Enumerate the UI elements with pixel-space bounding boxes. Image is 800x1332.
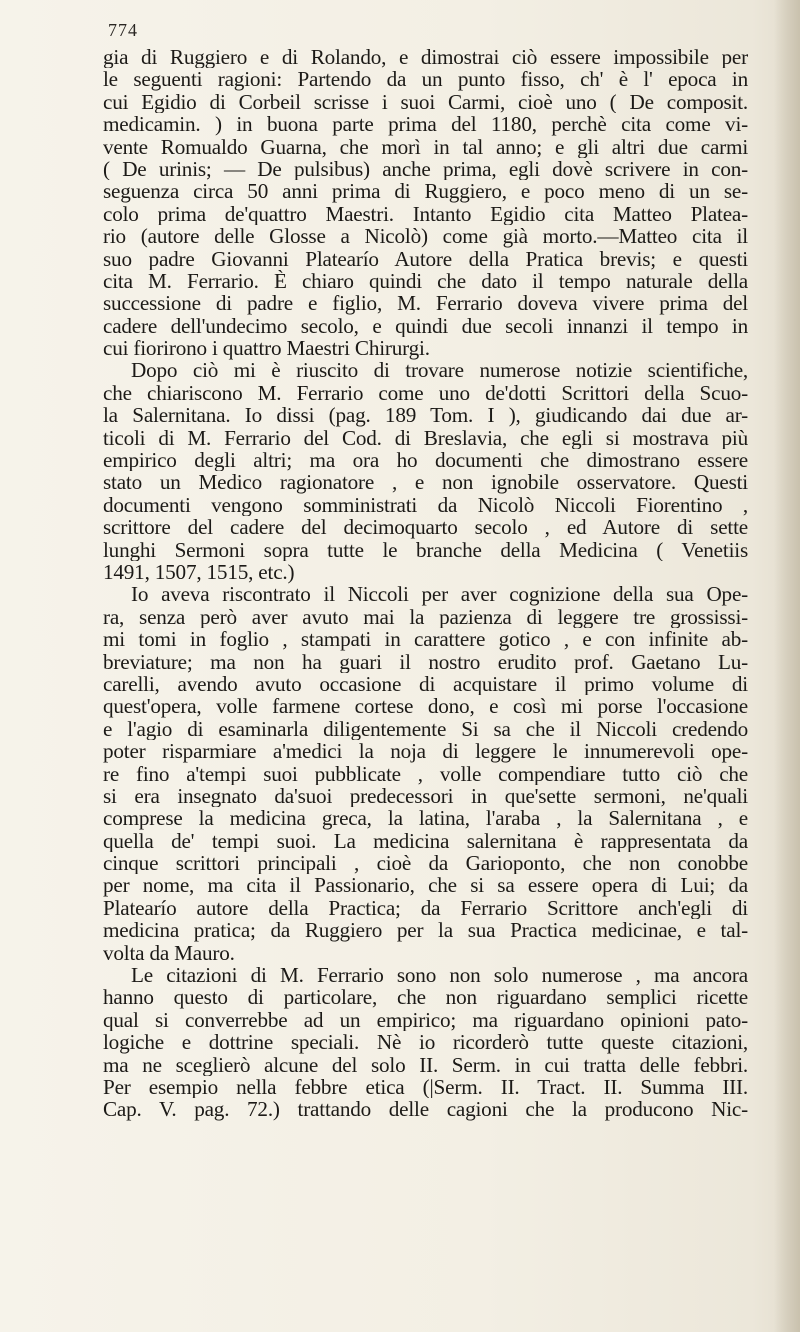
text-line: scrittore del cadere del decimoquarto secolo , ed Autore di sette bbox=[103, 516, 748, 539]
page-edge-shadow bbox=[774, 0, 800, 1332]
text-line: lunghi Sermoni sopra tutte le branche della Medicina ( Venetiis bbox=[103, 538, 748, 561]
text-line: cadere dell'undecimo secolo, e quindi due secoli innanzi il tempo in bbox=[103, 314, 748, 338]
text-line: cui Egidio di Corbeil scrisse i suoi Carmi, cioè uno ( De composit. bbox=[103, 90, 748, 114]
page-number: 774 bbox=[108, 20, 138, 40]
text-line: hanno questo di particolare, che non riguardano semplici ricette bbox=[103, 986, 748, 1009]
text-line: cui fiorirono i quattro Maestri Chirurgi. bbox=[103, 336, 430, 361]
text-line: carelli, avendo avuto occasione di acquistare il primo volume di bbox=[103, 672, 748, 696]
text-line: e l'agio di esaminarla diligentemente Si sa che il Niccoli credendo bbox=[103, 717, 748, 741]
text-line: empirico degli altri; ma ora ho documenti che dimostrano essere bbox=[103, 449, 748, 472]
text-line: quella de' tempi suoi. La medicina salernitana è rappresentata da bbox=[103, 829, 748, 853]
text-line: logiche e dottrine speciali. Nè io ricorderò tutte queste citazioni, bbox=[103, 1031, 748, 1054]
text-line: le seguenti ragioni: Partendo da un punto fisso, ch' è l' epoca in bbox=[103, 68, 748, 91]
text-line: successione di padre e figlio, M. Ferrario doveva vivere prima del bbox=[103, 292, 748, 315]
text-line: comprese la medicina greca, la latina, l'araba , la Salernitana , e bbox=[103, 807, 748, 830]
text-line: ( De urinis; — De pulsibus) anche prima, egli dovè scrivere in con- bbox=[103, 157, 748, 181]
text-line: re fino a'tempi suoi pubblicate , volle compendiare tutto ciò che bbox=[103, 762, 748, 785]
paragraph-start-line: Le citazioni di M. Ferrario sono non solo numerose , ma ancora bbox=[131, 964, 748, 987]
text-line: stato un Medico ragionatore , e non ignobile osservatore. Questi bbox=[103, 471, 748, 494]
text-line: 1491, 1507, 1515, etc.) bbox=[103, 559, 295, 584]
text-line: volta da Mauro. bbox=[103, 940, 235, 965]
text-line: cinque scrittori principali , cioè da Garioponto, che non conobbe bbox=[103, 852, 748, 875]
text-line: la Salernitana. Io dissi (pag. 189 Tom. I ), giudicando dai due ar- bbox=[103, 404, 748, 427]
text-line: medicamin. ) in buona parte prima del 1180, perchè cita come vi- bbox=[103, 113, 748, 136]
text-line: per nome, ma cita il Passionario, che si sa essere opera di Lui; da bbox=[103, 874, 748, 897]
text-line: ra, senza però aver avuto mai la pazienza di leggere tre grossissi- bbox=[103, 605, 748, 629]
text-line: vente Romualdo Guarna, che morì in tal anno; e gli altri due carmi bbox=[103, 135, 748, 158]
text-line: mi tomi in foglio , stampati in carattere gotico , e con infinite ab- bbox=[103, 628, 748, 651]
paragraph-start-line: Dopo ciò mi è riuscito di trovare numerose notizie scientifiche, bbox=[131, 359, 748, 382]
text-line: documenti vengono somministrati da Nicolò Niccoli Fiorentino , bbox=[103, 493, 748, 517]
text-line: cita M. Ferrario. È chiaro quindi che dato il tempo naturale della bbox=[103, 269, 748, 293]
text-line: breviature; ma non ha guari il nostro erudito prof. Gaetano Lu- bbox=[103, 650, 748, 673]
text-line: quest'opera, volle farmene cortese dono, e così mi porse l'occasione bbox=[103, 695, 748, 718]
text-line: Cap. V. pag. 72.) trattando delle cagioni che la producono Nic- bbox=[103, 1098, 748, 1121]
text-line: colo prima de'quattro Maestri. Intanto Egidio cita Matteo Platea- bbox=[103, 202, 748, 226]
text-line: ticoli di M. Ferrario del Cod. di Breslavia, che egli si mostrava più bbox=[103, 426, 748, 450]
text-line: gia di Ruggiero e di Rolando, e dimostrai ciò essere impossibile per bbox=[103, 46, 748, 69]
text-line: seguenza circa 50 anni prima di Ruggiero, e poco meno di un se- bbox=[103, 180, 748, 203]
text-line: che chiariscono M. Ferrario come uno de'dotti Scrittori della Scuo- bbox=[103, 381, 748, 405]
text-line: rio (autore delle Glosse a Nicolò) come già morto.—Matteo cita il bbox=[103, 225, 748, 248]
paragraph-start-line: Io aveva riscontrato il Niccoli per aver cognizione della sua Ope- bbox=[131, 583, 748, 606]
text-line: Platearío autore della Practica; da Ferrario Scrittore anch'egli di bbox=[103, 896, 748, 920]
text-line: poter risparmiare a'medici la noja di leggere le innumerevoli ope- bbox=[103, 740, 748, 763]
body-text bbox=[103, 46, 748, 1121]
text-line: suo padre Giovanni Platearío Autore della Pratica brevis; e questi bbox=[103, 247, 748, 270]
text-line: qual si converrebbe ad un empirico; ma riguardano opinioni pato- bbox=[103, 1008, 748, 1032]
text-line: ma ne sceglierò alcune del solo II. Serm. in cui tratta delle febbri. bbox=[103, 1053, 748, 1076]
text-line: Per esempio nella febbre etica (|Serm. II. Tract. II. Summa III. bbox=[103, 1075, 748, 1099]
text-line: medicina pratica; da Ruggiero per la sua Practica medicinae, e tal- bbox=[103, 919, 748, 942]
text-line: si era insegnato da'suoi predecessori in que'sette sermoni, ne'quali bbox=[103, 784, 748, 808]
